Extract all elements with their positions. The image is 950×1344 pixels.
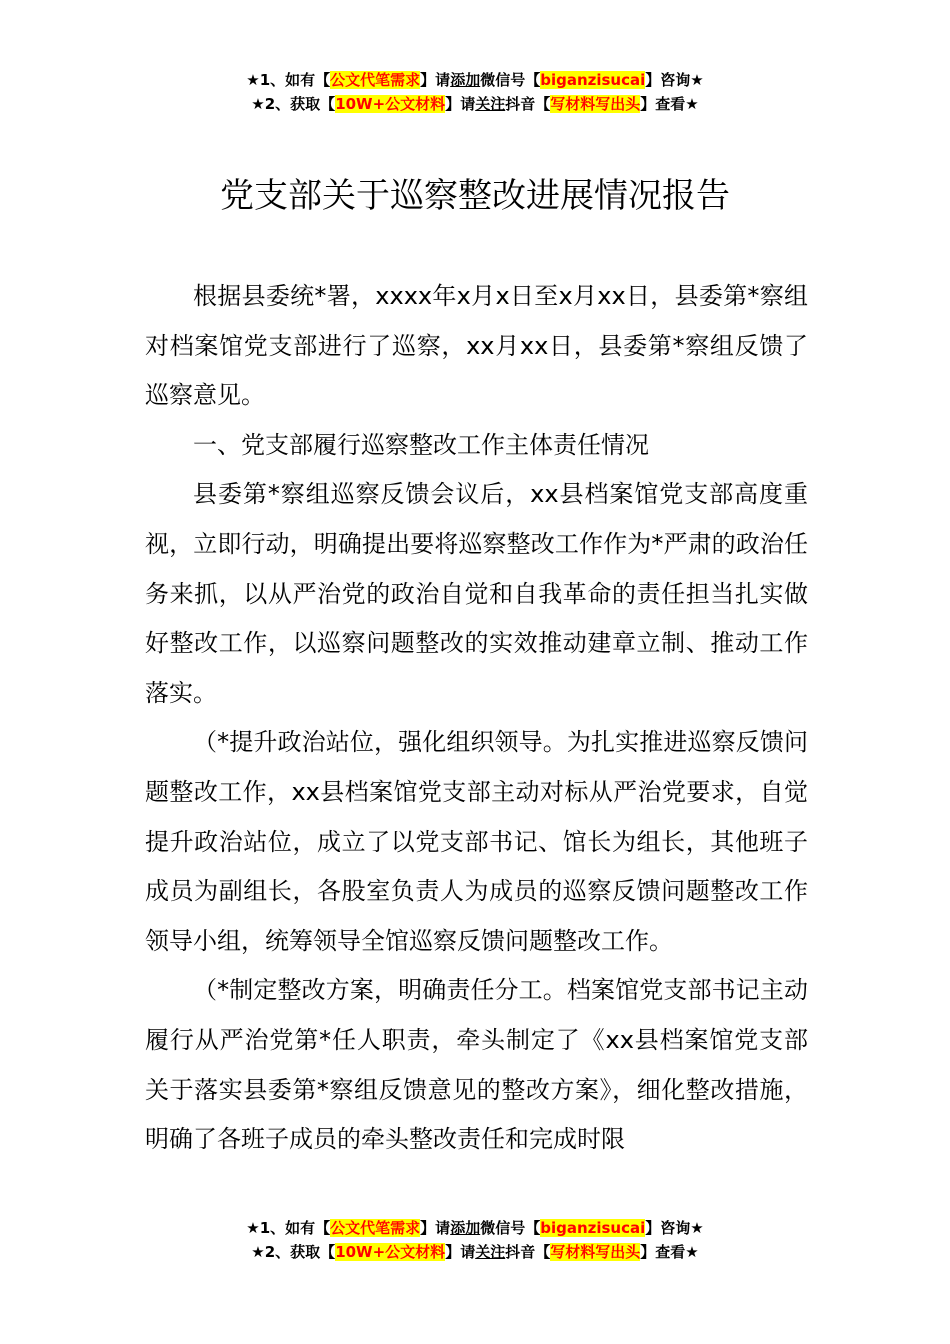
- promo-text: 微信号【: [480, 71, 541, 89]
- promo-text: ★1、如有【: [246, 71, 331, 89]
- promo-text: 】咨询★: [645, 71, 704, 89]
- document-title: 党支部关于巡察整改进展情况报告: [220, 176, 730, 216]
- promo-underline: 添加: [450, 1219, 481, 1237]
- body-paragraph: （*制定整改方案，明确责任分工。档案馆党支部书记主动履行从严治党第*任人职责，牵头制定了《xx县档案馆党支部关于落实县委第*察组反馈意见的整改方案》，细化整改措施，明确了各班子成员的牵头整改责任和完成时限: [145, 976, 808, 1154]
- promo-underline: 添加: [450, 71, 481, 89]
- promo-line-1: [0, 1216, 950, 1240]
- promo-highlight: 写材料写出头: [550, 1243, 641, 1261]
- promo-highlight: biganzisucai: [540, 1219, 646, 1237]
- section-heading: 一、党支部履行巡察整改工作主体责任情况: [193, 430, 649, 459]
- promo-line-2: [0, 92, 950, 116]
- promo-highlight: 10W+公文材料: [335, 95, 446, 113]
- body-paragraph: 县委第*察组巡察反馈会议后，xx县档案馆党支部高度重视，立即行动，明确提出要将巡察整改工作作为*严肃的政治任务来抓，以从严治党的政治自觉和自我革命的责任担当扎实做好整改工作，以巡察问题整改的实效推动建章立制、推动工作落实。: [145, 480, 808, 707]
- promo-banner-top: [0, 68, 950, 116]
- promo-text: 】请: [445, 1243, 476, 1261]
- promo-highlight: 写材料写出头: [550, 95, 641, 113]
- promo-text: 微信号【: [480, 1219, 541, 1237]
- promo-highlight: 公文代笔需求: [330, 71, 421, 89]
- promo-text: ★2、获取【: [251, 95, 336, 113]
- promo-line-1: [0, 68, 950, 92]
- body-paragraph: （*提升政治站位，强化组织领导。为扎实推进巡察反馈问题整改工作，xx县档案馆党支部主动对标从严治党要求，自觉提升政治站位，成立了以党支部书记、馆长为组长，其他班子成员为副组长，各股室负责人为成员的巡察反馈问题整改工作领导小组，统筹领导全馆巡察反馈问题整改工作。: [145, 728, 808, 955]
- promo-text: 】查看★: [640, 1243, 699, 1261]
- promo-underline: 关注: [475, 95, 506, 113]
- promo-text: 】请: [420, 1219, 451, 1237]
- promo-underline: 关注: [475, 1243, 506, 1261]
- promo-text: 抖音【: [505, 1243, 551, 1261]
- promo-highlight: biganzisucai: [540, 71, 646, 89]
- body-paragraph: 根据县委统*署，xxxx年x月x日至x月xx日，县委第*察组对档案馆党支部进行了巡察，xx月xx日，县委第*察组反馈了巡察意见。: [145, 282, 808, 410]
- promo-text: 】请: [420, 71, 451, 89]
- promo-text: 】查看★: [640, 95, 699, 113]
- promo-text: 】请: [445, 95, 476, 113]
- promo-text: 抖音【: [505, 95, 551, 113]
- promo-text: 】咨询★: [645, 1219, 704, 1237]
- document-body: [145, 272, 808, 1165]
- promo-highlight: 10W+公文材料: [335, 1243, 446, 1261]
- promo-text: ★2、获取【: [251, 1243, 336, 1261]
- promo-banner-bottom: [0, 1216, 950, 1264]
- promo-highlight: 公文代笔需求: [330, 1219, 421, 1237]
- promo-text: ★1、如有【: [246, 1219, 331, 1237]
- promo-line-2: [0, 1240, 950, 1264]
